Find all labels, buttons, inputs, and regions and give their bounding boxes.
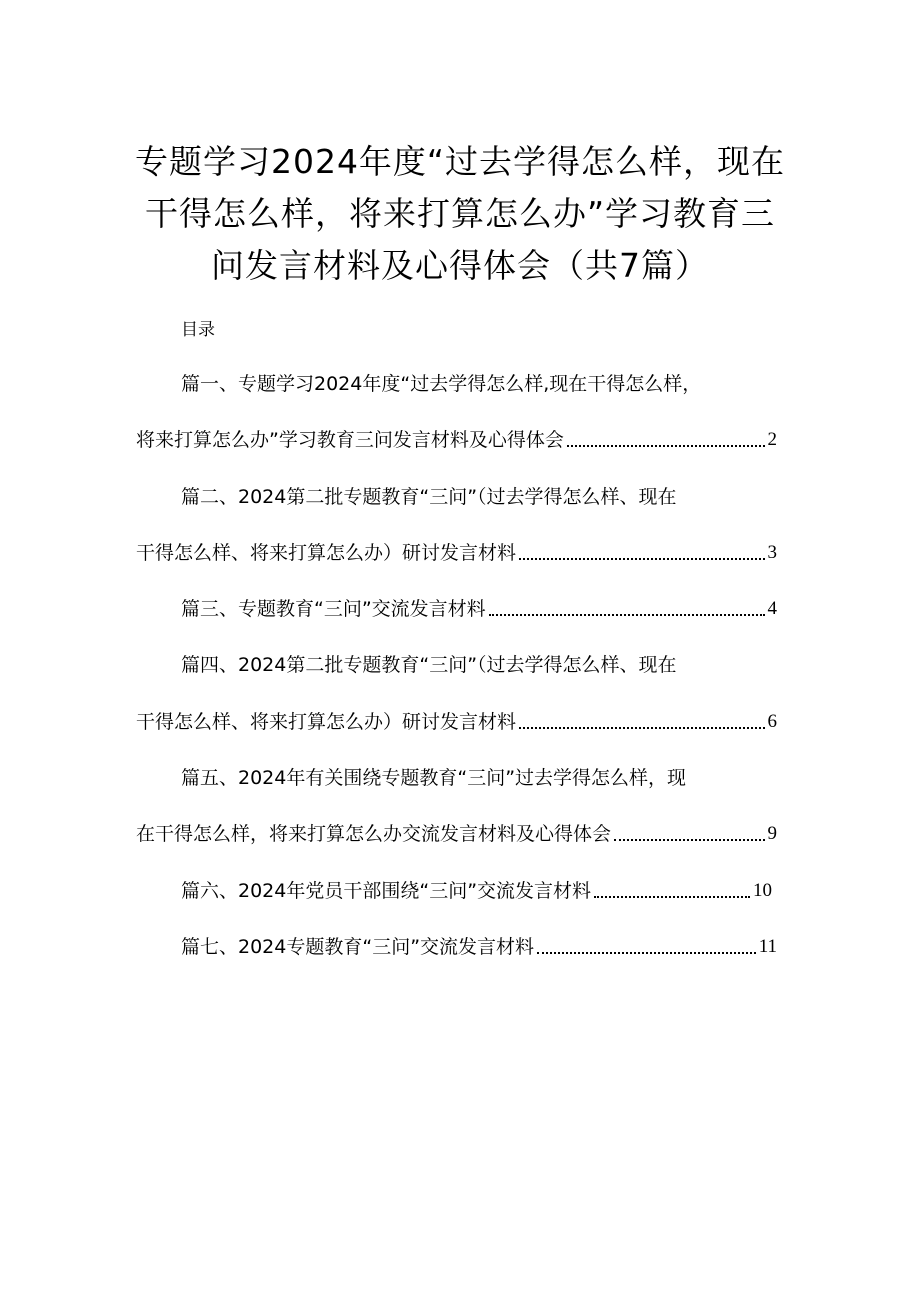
toc-entry-3[interactable] — [181, 595, 777, 623]
toc-entry-text: 篇七、2024专题教育“三问”交流发言材料 — [181, 936, 535, 958]
toc-entry-5[interactable] — [136, 820, 777, 848]
dot-leader — [614, 839, 764, 841]
toc-page-number: 3 — [767, 542, 777, 563]
toc-page-number: 4 — [767, 598, 777, 619]
document-title — [110, 136, 810, 292]
toc-entry-1[interactable] — [136, 426, 777, 454]
dot-leader — [537, 952, 756, 954]
toc-entry-text: 干得怎么样、将来打算怎么办）研讨发言材料 — [136, 542, 517, 564]
toc-entry-5-line-1[interactable]: 篇五、2024年有关围绕专题教育“三问”过去学得怎么样，现 — [181, 767, 687, 789]
toc-entry-text: 篇三、专题教育“三问”交流发言材料 — [181, 598, 486, 620]
title-line: 干得怎么样，将来打算怎么办”学习教育三 — [144, 194, 776, 233]
toc-page-number: 6 — [767, 711, 777, 732]
toc-entry-4-line-1[interactable]: 篇四、2024第二批专题教育“三问”（过去学得怎么样、现在 — [181, 654, 677, 676]
toc-entry-text: 篇六、2024年党员干部围绕“三问”交流发言材料 — [181, 880, 592, 902]
toc-entry-1-line-1[interactable]: 篇一、专题学习2024年度“过去学得怎么样,现在干得怎么样， — [181, 373, 702, 395]
dot-leader — [489, 614, 765, 616]
toc-page-number: 2 — [767, 429, 777, 450]
title-line: 问发言材料及心得体会（共7篇） — [211, 246, 709, 285]
toc-entry-7[interactable] — [181, 933, 777, 961]
toc-entry-text: 干得怎么样、将来打算怎么办）研讨发言材料 — [136, 711, 517, 733]
dot-leader — [567, 445, 765, 447]
toc-entry-4[interactable] — [136, 708, 777, 736]
toc-entry-text: 将来打算怎么办”学习教育三问发言材料及心得体会 — [136, 429, 564, 451]
dot-leader — [519, 558, 764, 560]
toc-heading: 目录 — [181, 320, 215, 340]
toc-entry-2[interactable] — [136, 539, 777, 567]
toc-entry-6[interactable] — [181, 877, 772, 905]
dot-leader — [519, 727, 764, 729]
toc-page-number: 9 — [767, 823, 777, 844]
toc-page-number: 11 — [758, 936, 777, 957]
title-line: 专题学习2024年度“过去学得怎么样，现在 — [134, 142, 786, 181]
toc-entry-text: 在干得怎么样，将来打算怎么办交流发言材料及心得体会 — [136, 823, 612, 845]
toc-entry-2-line-1[interactable]: 篇二、2024第二批专题教育“三问”（过去学得怎么样、现在 — [181, 486, 677, 508]
toc-page-number: 10 — [753, 880, 772, 901]
dot-leader — [594, 896, 750, 898]
